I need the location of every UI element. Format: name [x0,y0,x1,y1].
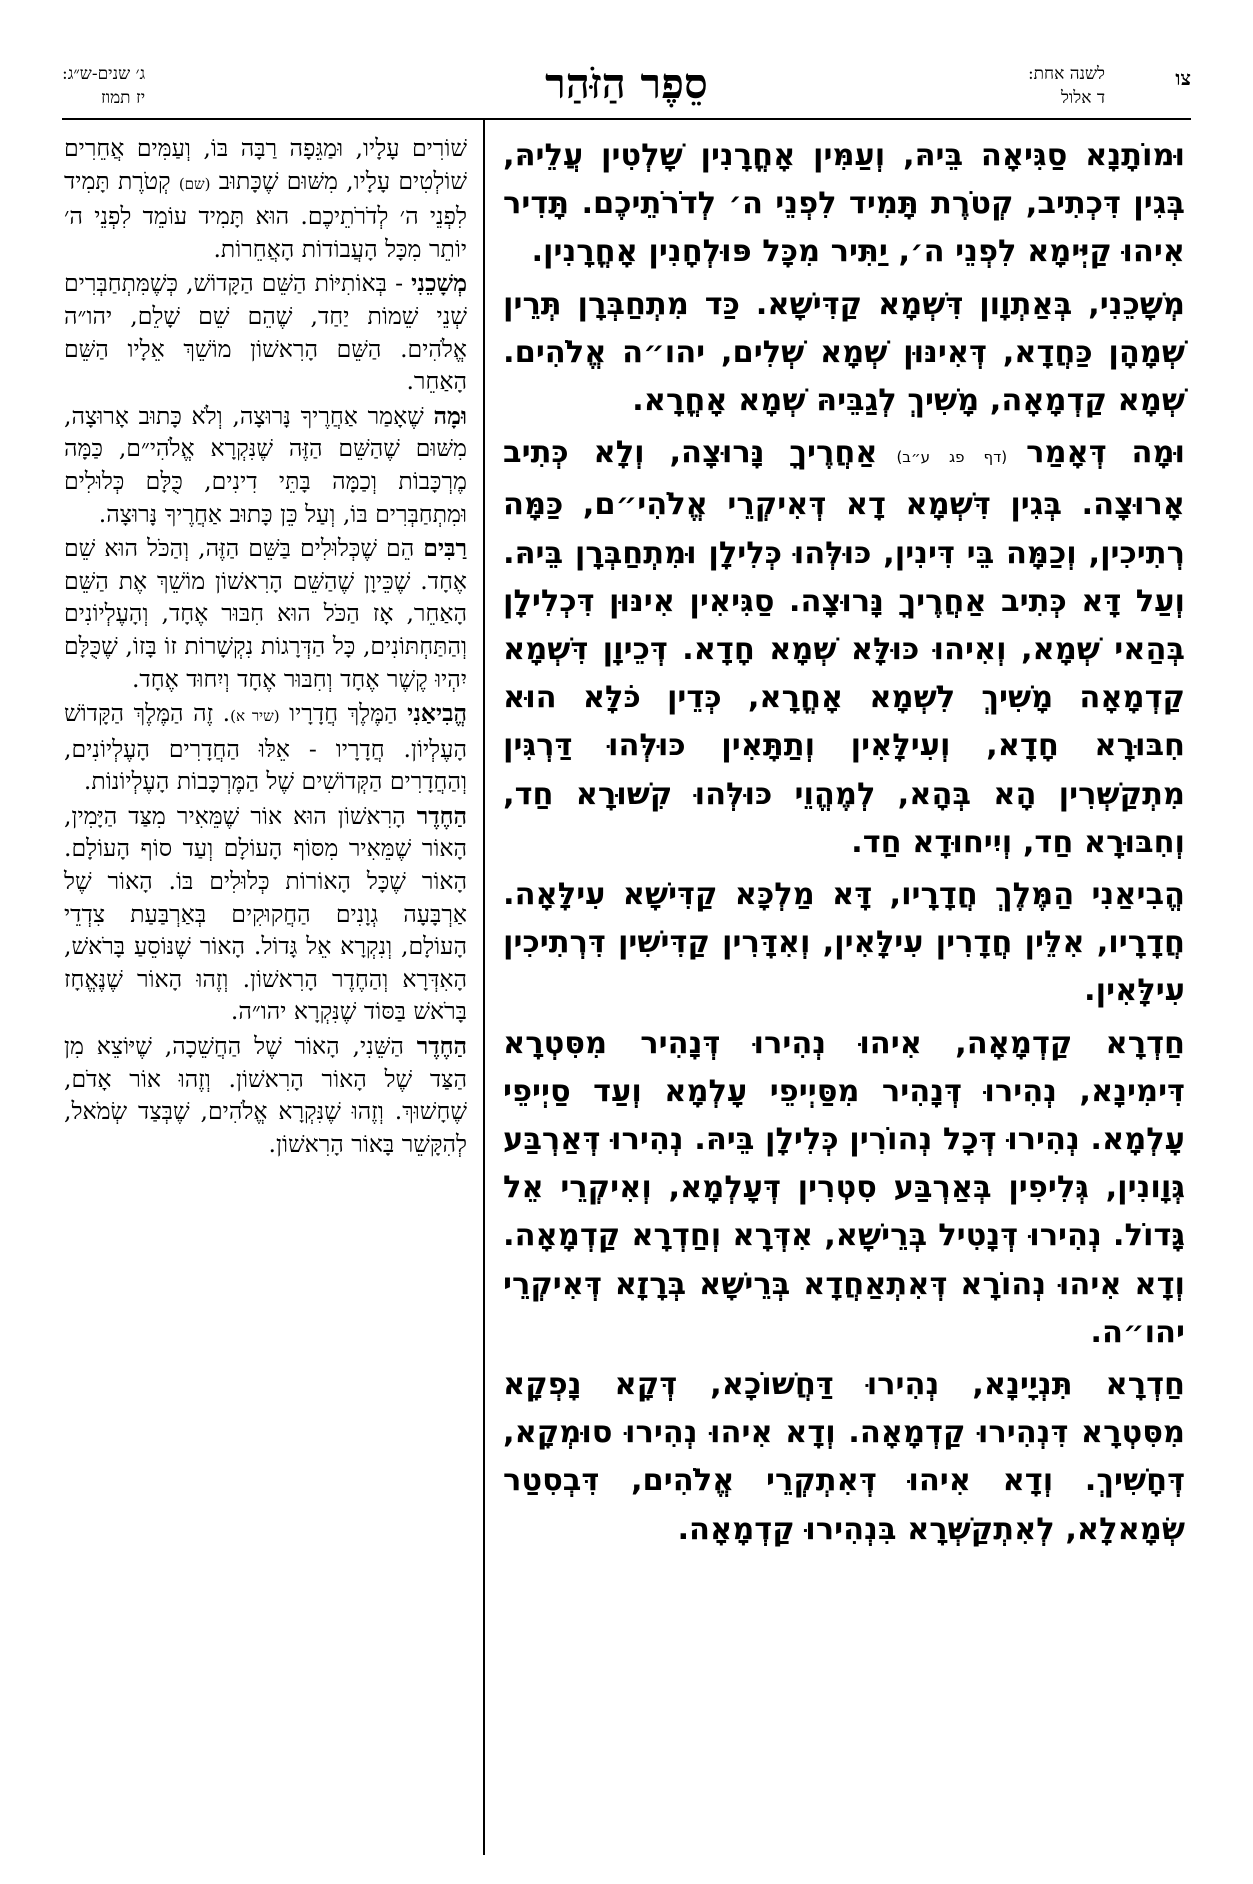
side-paragraph [64,267,467,397]
main-lead-word: מְשָׁכֵנִי, [1088,286,1185,322]
schedule-three-years [62,62,145,110]
side-lead-word: הַחֶדֶר [416,801,467,830]
main-paragraph [503,871,1185,1016]
main-lead-word: חַדְרָא [1105,1367,1185,1403]
main-lead-word: וּמָה דְּאָמַר [1026,435,1185,471]
main-text: בְּאַתְוָון דִּשְׁמָא קַדִּישָׁא. כַּד מִתְחַבְּרָן תְּרֵין שְׁמָהָן כַּחֲדָא, דְּאִינּוּן שְׁמָא שְׁלִים, יהו״ה אֱלֹהִים. שְׁמָא קַדְמָאָה, מָשִׁיךְ לְגַבֵּיהּ שְׁמָא אָחֳרָא. [503,286,1185,419]
main-text: אַחֲרֶיךָ נָּרוּצָה, וְלָא כְּתִיב אָרוּצָה. בְּגִין דִּשְׁמָא דָא דְּאִיקְרֵי אֱלֹהִי״ם, כַּמָּה רְתִיכִין, וְכַמָּה בֵּי דִּינִין, כּוּלְּהוּ כְּלִילָן וּמִתְחַבְּרָן בֵּיהּ. וְעַל דָּא כְּתִיב אַחֲרֶיךָ נָּרוּצָה. סַגִּיאִין אִינּוּן דִּכְלִילָן בְּהַאי שְׁמָא, וְאִיהוּ כּוּלָּא שְׁמָא חָדָא. דְּכֵיוָן דִּשְׁמָא קַדְמָאָה מָשִׁיךְ לִשְׁמָא אָחֳרָא, כְּדֵין כֹּלָּא הוּא חִבּוּרָא חָדָא, וְעִילָּאִין וְתַתָּאִין כּוּלְּהוּ דַּרְגִּין מִתְקַשְּׁרִין הָא בְּהָא, לְמֶהֱוֵי כּוּלְּהוּ קִשּׁוּרָא חַד, וְחִבּוּרָא חַד, וְיִיחוּדָא חַד. [503,435,1185,860]
book-title: סֵפֶר הַזֹּהַר [545,59,708,108]
hebrew-translation-column [62,120,483,1855]
side-paragraph [64,697,467,798]
main-paragraph [503,132,1185,277]
text-columns [62,120,1191,1855]
schedule-one-year-label: לשנה אחת: [1027,64,1105,84]
side-text: הָרִאשׁוֹן הוּא אוֹר שֶׁמֵּאִיר מִצַּד הַיָּמִין, הָאוֹר שֶׁמֵּאִיר מִסּוֹף הָעוֹלָם וְעַד סוֹף הָעוֹלָם. הָאוֹר שֶׁכָּל הָאוֹרוֹת כְּלוּלִים בּוֹ. הָאוֹר שֶׁל אַרְבָּעָה גְוָנִים הַחֲקוּקִים בְּאַרְבַּעַת צִדְדֵי הָעוֹלָם, וְנִקְרָא אֵל גָּדוֹל. הָאוֹר שֶׁנּוֹסֵעַ בָּרֹאשׁ, הָאִדְּרָא וְהַחֶדֶר הָרִאשׁוֹן. וְזֶהוּ הָאוֹר שֶׁנֶּאֱחָז בָּרֹאשׁ בַּסּוֹד שֶׁנִּקְרָא יהו״ה. [64,801,467,1026]
side-text: שֶׁאָמַר אַחֲרֶיךָ נָּרוּצָה, וְלֹא כָּתוּב אָרוּצָה, מִשּׁוּם שֶׁהַשֵּׁם הַזֶּה שֶׁנִּקְרָא אֱלֹהִי״ם, כַּמָּה מֶרְכָּבוֹת וְכַמָּה בָּתֵּי דִינִים, כֻּלָּם כְּלוּלִים וּמִתְחַבְּרִים בּוֹ, וְעַל כֵּן כָּתוּב אַחֲרֶיךָ נָּרוּצָה. [64,401,467,528]
main-text: הַמֶּלֶךְ חֲדָרָיו, דָּא מַלְכָּא קַדִּישָׁא עִילָּאָה. חֲדָרָיו, אִלֵּין חֲדָרִין עִילָּאִין, וְאִדָּרִין קַדִּישִׁין דִּרְתִיכִין עִילָּאִין. [503,877,1185,1009]
side-lead-word: וּמָה [433,401,467,430]
verse-reference: (שיר א) [230,707,280,726]
main-text: קַדְמָאָה, אִיהוּ נְהִירוּ דְּנָהִיר מִסִּטְרָא דִּימִינָא, נְהִירוּ דְּנָהִיר מִסַּיְיפֵי עָלְמָא וְעַד סַיְיפֵי עָלְמָא. נְהִירוּ דְּכָל נְהוֹרִין כְּלִילָן בֵּיהּ. נְהִירוּ דְּאַרְבַּע גְּוָונִין, גְּלִיפִין בְּאַרְבַּע סִטְרִין דְּעָלְמָא, וְאִיקְרֵי אֵל גָּדוֹל. נְהִירוּ דְּנָטִיל בְּרֵישָׁא, אִדְּרָא וְחַדְרָא קַדְמָאָה. וְדָא אִיהוּ נְהוֹרָא דְּאִתְאַחֲדָא בְּרֵישָׁא בְּרָזָא דְּאִיקְרֵי יהו״ה. [503,1025,1185,1350]
main-paragraph [503,281,1185,426]
main-paragraph [503,1361,1185,1554]
side-lead-word: הֱבִיאַנִי [407,699,467,728]
side-text: הַמֶּלֶךְ חֲדָרָיו [279,699,408,728]
page-header [62,58,1191,120]
page-reference: (דף פג ע״ב) [877,448,1027,467]
main-lead-word: הֱבִיאַנִי [1091,877,1185,913]
schedule-three-years-label: ג׳ שנים-ש״ג: [62,64,146,84]
side-paragraph [64,132,467,265]
schedule-one-year-date: ד אלול [1060,88,1105,108]
side-text: שׁוֹרִים עָלָיו, וּמַגֵּפָה רַבָּה בּוֹ, וְעַמִּים אֲחֵרִים שׁוֹלְטִים עָלָיו, מִשּׁוּם שֶׁכָּתוּב [64,134,467,195]
side-text-tail: קְטֹרֶת תָּמִיד לִפְנֵי ה׳ לְדֹרֹתֵיכֶם. הוּא תָּמִיד עוֹמֵד לִפְנֵי ה׳ יוֹתֵר מִכָּל הָעֲבוֹדוֹת הָאֲחֵרוֹת. [64,166,467,263]
side-paragraph [64,400,467,530]
side-paragraph [64,1030,467,1160]
verse-reference: (שם) [178,174,211,193]
side-text-tail: . זֶה הַמֶּלֶךְ הַקָּדוֹשׁ הָעֶלְיוֹן. חֲדָרָיו - אֵלּוּ הַחֲדָרִים הָעֶלְיוֹנִים, וְהַחֲדָרִים הַקְּדוֹשִׁים שֶׁל הַמֶּרְכָּבוֹת הָעֶלְיוֹנוֹת. [64,699,467,796]
side-lead-word: מְשָׁכֵנִי [411,269,467,298]
side-text: - בְּאוֹתִיּוֹת הַשֵּׁם הַקָּדוֹשׁ, כְּשֶׁמִּתְחַבְּרִים שְׁנֵי שֵׁמוֹת יַחַד, שֶׁהֵם שֵׁם שָׁלֵם, יהו״ה אֱלֹהִים. הַשֵּׁם הָרִאשׁוֹן מוֹשֵׁךְ אֵלָיו הַשֵּׁם הָאַחֵר. [64,269,467,396]
side-paragraph [64,800,467,1028]
side-text: הַשֵּׁנִי, הָאוֹר שֶׁל הַחֲשֵׁכָה, שֶׁיּוֹצֵא מִן הַצַּד שֶׁל הָאוֹר הָרִאשׁוֹן. וְזֶהוּ אוֹר אָדֹם, שֶׁחָשׁוּךְ. וְזֶהוּ שֶׁנִּקְרָא אֱלֹהִים, שֶׁבְּצַד שְׂמֹאל, לְהִקָּשֵׁר בָּאוֹר הָרִאשׁוֹן. [64,1032,467,1158]
side-text: הֵם שֶׁכְּלוּלִים בַּשֵּׁם הַזֶּה, וְהַכֹּל הוּא שֵׁם אֶחָד. שֶׁכֵּיוָן שֶׁהַשֵּׁם הָרִאשׁוֹן מוֹשֵׁךְ אֶת הַשֵּׁם הָאַחֵר, אָז הַכֹּל הוּא חִבּוּר אֶחָד, וְהָעֶלְיוֹנִים וְהַתַּחְתּוֹנִים, כָּל הַדְּרָגוֹת נִקְשָׁרוֹת זוֹ בָּזוֹ, שֶׁכֻּלָּם יִהְיוּ קֶשֶׁר אֶחָד וְחִבּוּר אֶחָד וְיִחוּד אֶחָד. [64,534,467,693]
main-text: וּמוֹתָנָא סַגִּיאָה בֵּיהּ, וְעַמִּין אָחֳרָנִין שָׁלְטִין עֲלֵיהּ, בְּגִין דִּכְתִיב, קְטֹרֶת תָּמִיד לִפְנֵי ה׳ לְדֹרֹתֵיכֶם. תָּדִיר אִיהוּ קַיְּימָא לִפְנֵי ה׳, יַתִּיר מִכָּל פּוּלְחָנִין אָחֳרָנִין. [503,138,1185,270]
side-lead-word: רַבִּים [423,534,467,563]
page-number: צו [1175,66,1191,90]
main-text: תִּנְיָינָא, נְהִירוּ דַּחֲשׁוֹכָא, דְּקָא נָפְקָא מִסִּטְרָא דִּנְהִירוּ קַדְמָאָה. וְדָא אִיהוּ נְהִירוּ סוּמְקָא, דְּחָשִׁיךְ. וְדָא אִיהוּ דְּאִתְקְרֵי אֱלֹהִים, דִּבְסִטַר שְׂמָאלָא, לְאִתְקַשְּׁרָא בִּנְהִירוּ קַדְמָאָה. [503,1367,1185,1547]
schedule-three-years-date: יז תמוז [101,88,146,108]
main-lead-word: חַדְרָא [1105,1025,1185,1061]
column-divider [483,120,485,1855]
main-paragraph [503,1020,1185,1357]
main-paragraph [503,429,1185,867]
side-lead-word: הַחֶדֶר [416,1032,467,1061]
side-paragraph [64,532,467,695]
aramaic-main-column [485,120,1191,1855]
